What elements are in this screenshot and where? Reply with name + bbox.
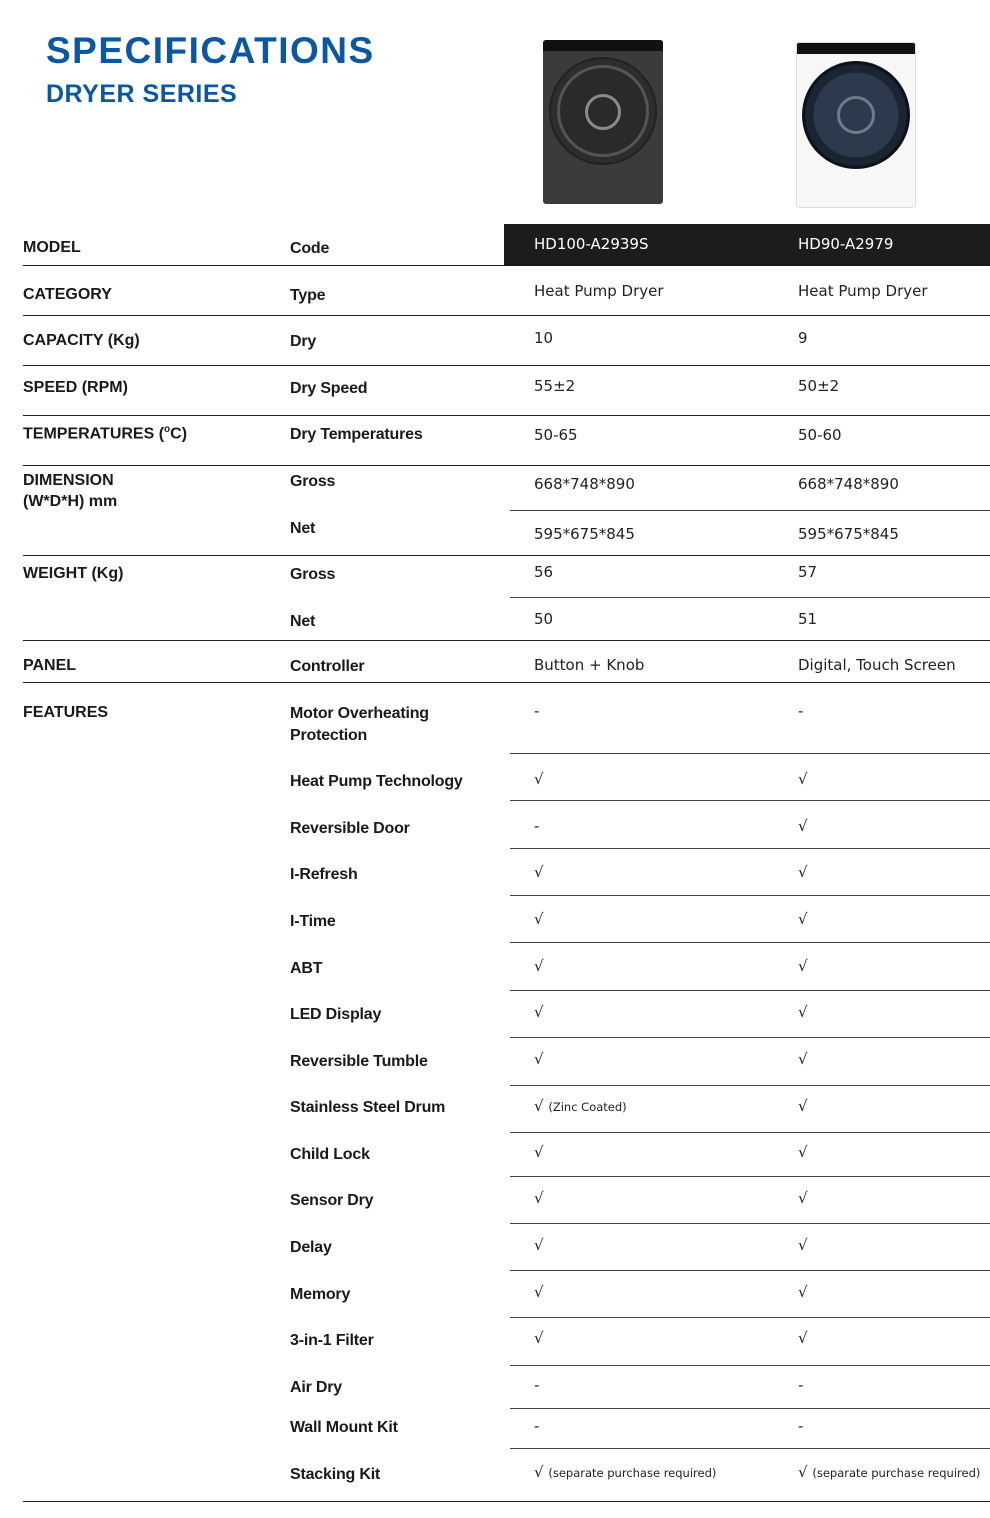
feature-value-2: √ — [798, 1050, 808, 1068]
feature-value-2: √ — [798, 1283, 808, 1301]
row-label-dimension: DIMENSION — [23, 472, 114, 489]
feature-note: (Zinc Coated) — [548, 1100, 627, 1114]
feature-value-1 — [534, 1097, 627, 1116]
feature-name: Sensor Dry — [290, 1192, 374, 1209]
sub-row-divider — [510, 510, 990, 511]
feature-name: LED Display — [290, 1006, 382, 1023]
feature-name: Delay — [290, 1239, 332, 1256]
row-sub-gross: Gross — [290, 566, 336, 583]
model-code-2: HD90-A2979 — [798, 235, 894, 253]
sub-row-divider — [510, 1408, 990, 1409]
feature-value-2: √ — [798, 1003, 808, 1021]
weight-gross-value-1: 56 — [534, 563, 554, 581]
temperatures-value-2: 50-60 — [798, 426, 842, 444]
sub-row-divider — [510, 1270, 990, 1271]
category-value-2: Heat Pump Dryer — [798, 282, 928, 300]
feature-name: Heat Pump Technology — [290, 773, 463, 790]
row-label-category: CATEGORY — [23, 286, 112, 303]
sub-row-divider — [510, 800, 990, 801]
feature-note: (separate purchase required) — [812, 1466, 981, 1480]
weight-gross-value-2: 57 — [798, 563, 818, 581]
panel-value-2: Digital, Touch Screen — [798, 656, 956, 674]
row-sub-controller: Controller — [290, 658, 365, 675]
feature-name: I-Refresh — [290, 866, 358, 883]
row-divider — [23, 682, 990, 683]
feature-name: ABT — [290, 960, 323, 977]
check-icon: √ — [534, 1097, 544, 1115]
feature-name: Child Lock — [290, 1146, 370, 1163]
feature-name: I-Time — [290, 913, 336, 930]
feature-value-1: - — [534, 1417, 540, 1435]
feature-value-2: √ — [798, 1143, 808, 1161]
feature-value-1: √ — [534, 1236, 544, 1254]
page-title: SPECIFICATIONS — [46, 30, 375, 71]
dimension-net-value-1: 595*675*845 — [534, 525, 635, 543]
feature-value-2: √ — [798, 770, 808, 788]
feature-value-1: √ — [534, 1283, 544, 1301]
row-sub-net: Net — [290, 520, 316, 537]
sub-row-divider — [510, 1085, 990, 1086]
row-label-features: FEATURES — [23, 704, 109, 721]
feature-value-1 — [534, 1463, 716, 1482]
check-icon: √ — [534, 1463, 544, 1481]
page-subtitle: DRYER SERIES — [46, 80, 238, 108]
feature-name: Stacking Kit — [290, 1466, 381, 1483]
row-label-temperatures — [23, 424, 187, 444]
feature-value-2: √ — [798, 1329, 808, 1347]
sub-row-divider — [510, 1223, 990, 1224]
feature-value-2: √ — [798, 1097, 808, 1115]
feature-name: 3-in-1 Filter — [290, 1332, 374, 1349]
feature-value-2 — [798, 1463, 980, 1482]
sub-row-divider — [510, 597, 990, 598]
row-label-dimension-unit: (W*D*H) mm — [23, 493, 118, 510]
speed-value-1: 55±2 — [534, 377, 576, 395]
feature-name: Memory — [290, 1286, 351, 1303]
temperatures-label-text: TEMPERATURES ( — [23, 425, 165, 443]
temperatures-value-1: 50-65 — [534, 426, 578, 444]
feature-value-1: √ — [534, 910, 544, 928]
feature-name: Wall Mount Kit — [290, 1419, 398, 1436]
row-sub-gross: Gross — [290, 473, 336, 490]
feature-value-2: √ — [798, 863, 808, 881]
row-divider — [23, 465, 990, 466]
feature-value-2: - — [798, 1376, 804, 1394]
feature-name: Reversible Door — [290, 820, 410, 837]
feature-value-2: √ — [798, 957, 808, 975]
feature-value-2: √ — [798, 1189, 808, 1207]
row-divider — [23, 640, 990, 641]
feature-name: Air Dry — [290, 1379, 342, 1396]
sub-row-divider — [510, 1448, 990, 1449]
feature-name: Stainless Steel Drum — [290, 1099, 446, 1116]
row-divider — [23, 365, 990, 366]
row-sub-dry: Dry — [290, 333, 317, 350]
row-sub-net: Net — [290, 613, 316, 630]
row-divider — [23, 555, 990, 556]
feature-value-2: √ — [798, 1236, 808, 1254]
row-divider — [23, 415, 990, 416]
row-label-speed: SPEED (RPM) — [23, 379, 128, 396]
feature-name: Reversible Tumble — [290, 1053, 428, 1070]
sub-row-divider — [510, 1365, 990, 1366]
feature-value-1: √ — [534, 1189, 544, 1207]
sub-row-divider — [510, 895, 990, 896]
sub-row-divider — [510, 942, 990, 943]
sub-row-divider — [510, 1317, 990, 1318]
feature-value-1: √ — [534, 1050, 544, 1068]
feature-value-1: √ — [534, 1143, 544, 1161]
row-sub-dry-speed: Dry Speed — [290, 380, 368, 397]
feature-value-1: √ — [534, 1329, 544, 1347]
capacity-value-2: 9 — [798, 329, 808, 347]
sub-row-divider — [510, 990, 990, 991]
model-code-1: HD100-A2939S — [534, 235, 649, 253]
sub-row-divider — [510, 1132, 990, 1133]
feature-value-2: - — [798, 1417, 804, 1435]
feature-value-1: √ — [534, 770, 544, 788]
row-label-model: MODEL — [23, 239, 81, 256]
row-label-panel: PANEL — [23, 657, 77, 674]
row-sub-type: Type — [290, 287, 326, 304]
feature-name: Motor Overheating — [290, 705, 429, 722]
feature-value-1: - — [534, 1376, 540, 1394]
feature-value-2: - — [798, 702, 804, 720]
table-bottom-border — [23, 1501, 990, 1502]
row-sub-dry-temperatures: Dry Temperatures — [290, 426, 423, 443]
weight-net-value-1: 50 — [534, 610, 554, 628]
sub-row-divider — [510, 848, 990, 849]
feature-value-1: - — [534, 702, 540, 720]
feature-value-1: √ — [534, 863, 544, 881]
capacity-value-1: 10 — [534, 329, 554, 347]
dimension-net-value-2: 595*675*845 — [798, 525, 899, 543]
temperatures-label-unit: C) — [170, 425, 188, 443]
category-value-1: Heat Pump Dryer — [534, 282, 664, 300]
sub-row-divider — [510, 753, 990, 754]
dimension-gross-value-2: 668*748*890 — [798, 475, 899, 493]
feature-value-2: √ — [798, 817, 808, 835]
check-icon: √ — [798, 1463, 808, 1481]
row-divider — [23, 265, 504, 266]
sub-row-divider — [510, 1037, 990, 1038]
degree-superscript: o — [164, 424, 171, 435]
row-sub-code: Code — [290, 240, 330, 257]
speed-value-2: 50±2 — [798, 377, 840, 395]
weight-net-value-2: 51 — [798, 610, 818, 628]
row-label-weight: WEIGHT (Kg) — [23, 565, 124, 582]
panel-value-1: Button + Knob — [534, 656, 645, 674]
feature-value-1: - — [534, 817, 540, 835]
feature-value-1: √ — [534, 957, 544, 975]
feature-value-1: √ — [534, 1003, 544, 1021]
feature-note: (separate purchase required) — [548, 1466, 717, 1480]
feature-name-continued: Protection — [290, 727, 368, 744]
sub-row-divider — [510, 1176, 990, 1177]
row-divider — [23, 315, 990, 316]
dimension-gross-value-1: 668*748*890 — [534, 475, 635, 493]
row-label-capacity: CAPACITY (Kg) — [23, 332, 140, 349]
feature-value-2: √ — [798, 910, 808, 928]
